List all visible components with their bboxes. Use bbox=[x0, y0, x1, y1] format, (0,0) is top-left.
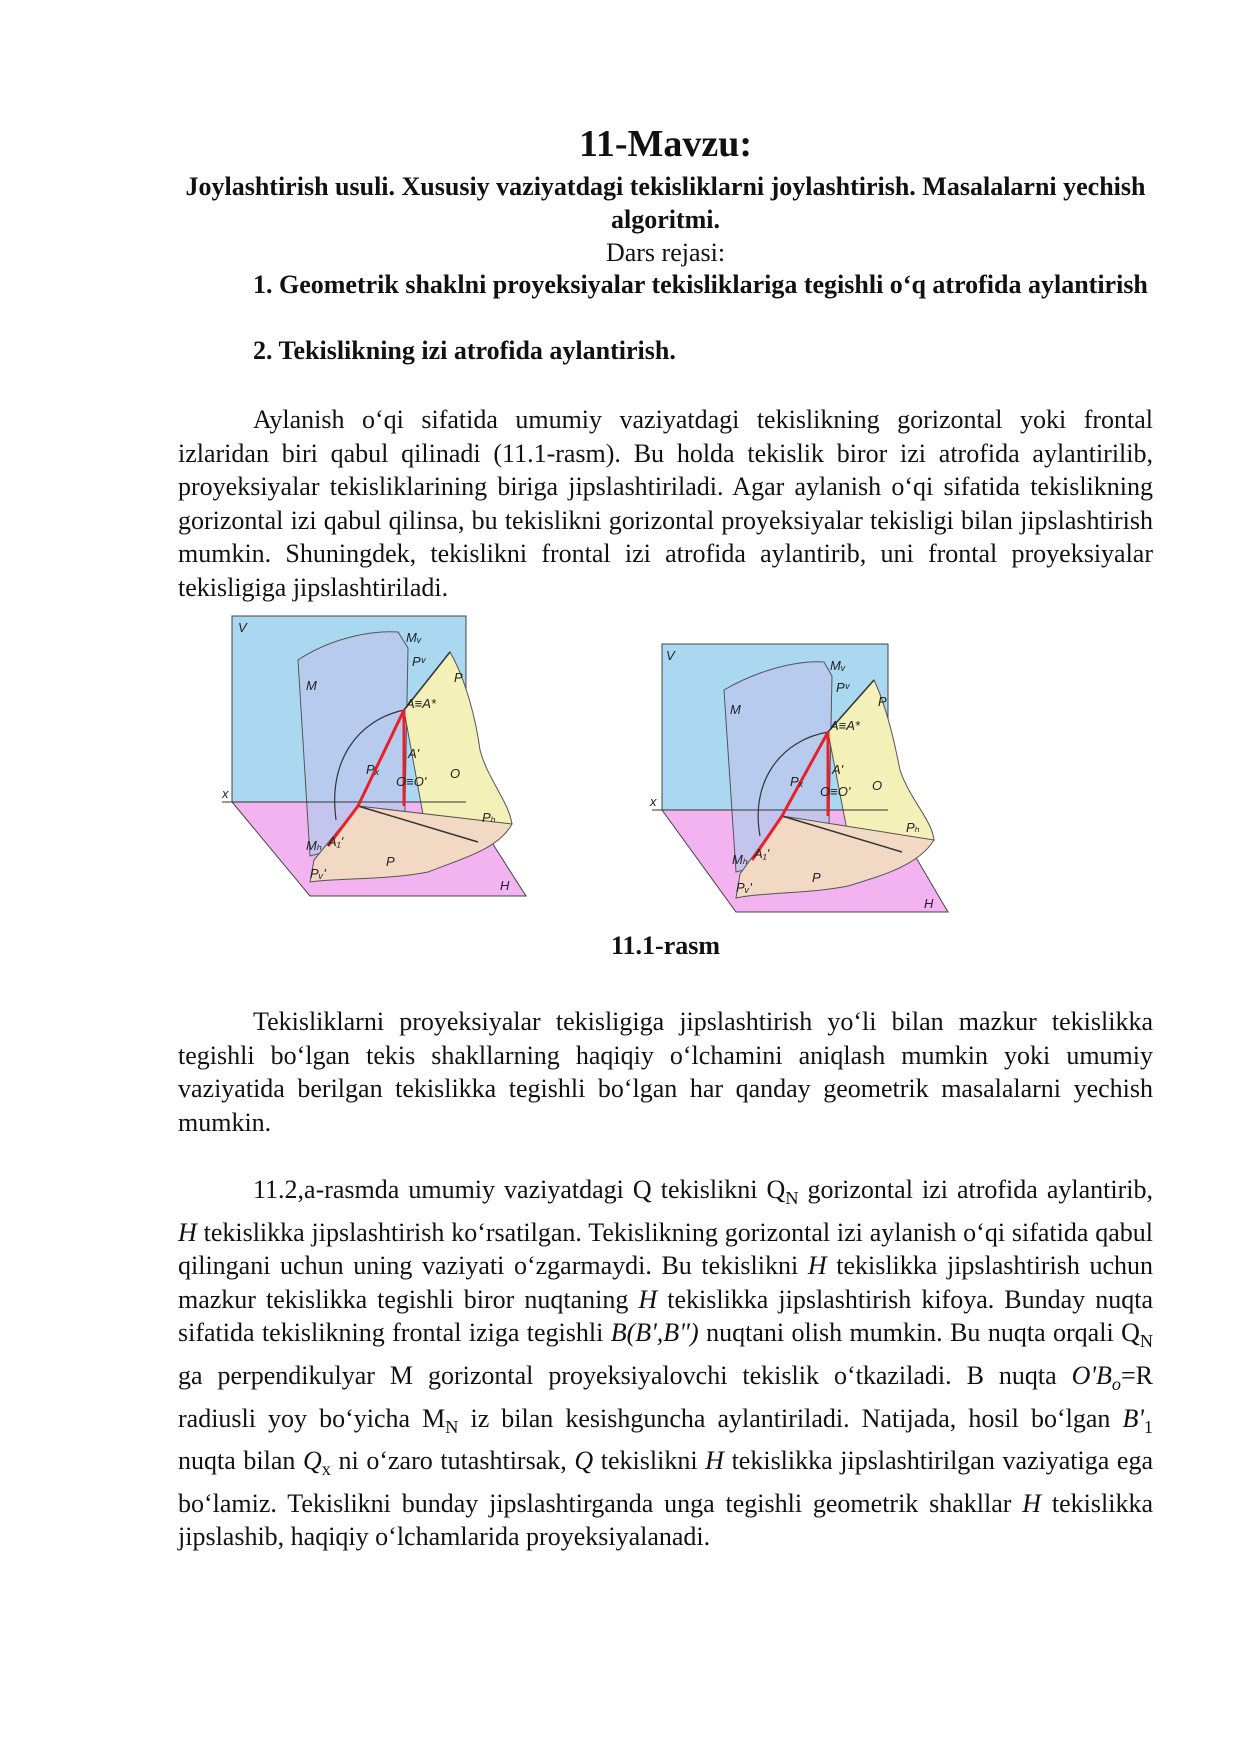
label-px: Pₓ bbox=[790, 774, 804, 789]
label-pv-prime: Pᵥ' bbox=[310, 866, 326, 881]
label-mv: Mᵥ bbox=[406, 630, 422, 645]
label-h: H bbox=[500, 878, 510, 893]
label-o: O bbox=[450, 766, 461, 781]
paragraph-2: Tekisliklarni proyeksiyalar tekisligiga jipslashtirish yo‘li bilan mazkur tekislikka tegishli bo‘lgan tekis shakllarning haqiqiy o‘lchamini aniqlash mumkin yoki umumiy vaziyatida berilgan tekislikka tegishli bo‘lgan har qanday geometrik masalalarni yechish mumkin. bbox=[178, 1007, 1153, 1137]
label-mh: Mₕ bbox=[732, 852, 749, 867]
label-pv-prime: Pᵥ' bbox=[736, 880, 752, 895]
label-o-o: O≡O' bbox=[396, 774, 427, 789]
label-x: x bbox=[650, 794, 657, 809]
label-p-upper: P bbox=[454, 670, 463, 685]
paragraph-3: 11.2,a-rasmda umumiy vaziyatdagi Q tekislikni $Q_N$ gorizontal izi atrofida aylantirib, H tekislikka jipslashtirish ko‘rsatilgan. Tekislikning gorizontal izi aylanish o‘qi sifatida qabul qilingani uchun uning vaziyati o‘zgarmaydi. Bu tekislikni H tekislikka jipslashtirish uchun mazkur tekislikka tegishli biror nuqtaning H tekislikka jipslashtirish kifoya. Bunday nuqta sifatida tekislikning frontal iziga tegishli B(B',B") nuqtani olish mumkin. Bu nuqta orqali $Q_N$ ga perpendikulyar M gorizontal proyeksiyalovchi tekislik o‘tkaziladi. B nuqta $O'B_o=R$ radiusli yoy bo‘yicha $M_N$ iz bilan kesishguncha aylantiriladi. Natijada, hosil bo‘lgan $B'_1$ nuqta bilan $Q_x$ ni o‘zaro tutashtirsak, Q tekislikni H tekislikka jipslashtirilgan vaziyatiga ega bo‘lamiz. Tekislikni bunday jipslashtirganda unga tegishli geometrik shakllar H tekislikka jipslashib, haqiqiy o‘lchamlarida proyeksiyalanadi. bbox=[178, 1175, 1153, 1552]
label-p-upper: P bbox=[878, 694, 887, 709]
label-ph: Pₕ bbox=[482, 810, 496, 825]
label-mv: Mᵥ bbox=[830, 658, 846, 673]
label-a: A≡A* bbox=[406, 696, 436, 711]
label-m: M bbox=[730, 702, 741, 717]
page-subtitle: Joylashtirish usuli. Xususiy vaziyatdagi tekisliklarni joylashtirish. Masalalarni yechish algoritmi. bbox=[185, 172, 1146, 234]
label-ph: Pₕ bbox=[906, 820, 920, 835]
label-a-prime: A' bbox=[408, 746, 420, 761]
label-h: H bbox=[924, 896, 934, 911]
label-x: x bbox=[222, 786, 229, 801]
label-p-lower: P bbox=[386, 854, 395, 869]
label-o-o: O≡O' bbox=[820, 784, 851, 799]
lesson-plan-item-1: 1. Geometrik shaklni proyeksiyalar tekisliklariga tegishli o‘q atrofida aylantirish bbox=[253, 270, 1148, 299]
label-pv: Pᵛ bbox=[836, 680, 850, 695]
label-v: V bbox=[666, 648, 675, 663]
figure-11-1-right bbox=[648, 640, 958, 920]
figure-11-1-left bbox=[218, 610, 528, 900]
lesson-plan-item-2: 2. Tekislikning izi atrofida aylantirish. bbox=[253, 336, 676, 365]
label-mh: Mₕ bbox=[306, 838, 323, 853]
paragraph-1: Aylanish o‘qi sifatida umumiy vaziyatdagi tekislikning gorizontal yoki frontal izlaridan biri qabul qilinadi (11.1-rasm). Bu holda tekislik biror izi atrofida aylantirilib, proyeksiyalar tekisliklarining biriga jipslashtiriladi. Agar aylanish o‘qi sifatida tekislikning gorizontal izi qabul qilinsa, bu tekislikni gorizontal proyeksiyalar tekisligi bilan jipslashtirish mumkin. Shuningdek, tekislikni frontal izi atrofida aylantirib, uni frontal proyeksiyalar tekisligiga jipslashtiriladi. bbox=[178, 405, 1153, 602]
label-a-prime: A' bbox=[832, 762, 844, 777]
label-a: A≡A* bbox=[830, 718, 860, 733]
label-p-lower: P bbox=[812, 870, 821, 885]
label-a1: A₁' bbox=[328, 834, 344, 849]
label-px: Pₓ bbox=[366, 762, 380, 777]
figure-caption: 11.1-rasm bbox=[610, 931, 721, 960]
label-v: V bbox=[238, 620, 247, 635]
label-m: M bbox=[306, 678, 317, 693]
label-o: O bbox=[872, 778, 883, 793]
lesson-plan-heading: Dars rejasi: bbox=[605, 238, 726, 267]
label-a1: A₁' bbox=[754, 846, 770, 861]
label-pv: Pᵛ bbox=[412, 654, 426, 669]
page-title: 11-Mavzu: bbox=[578, 123, 753, 165]
